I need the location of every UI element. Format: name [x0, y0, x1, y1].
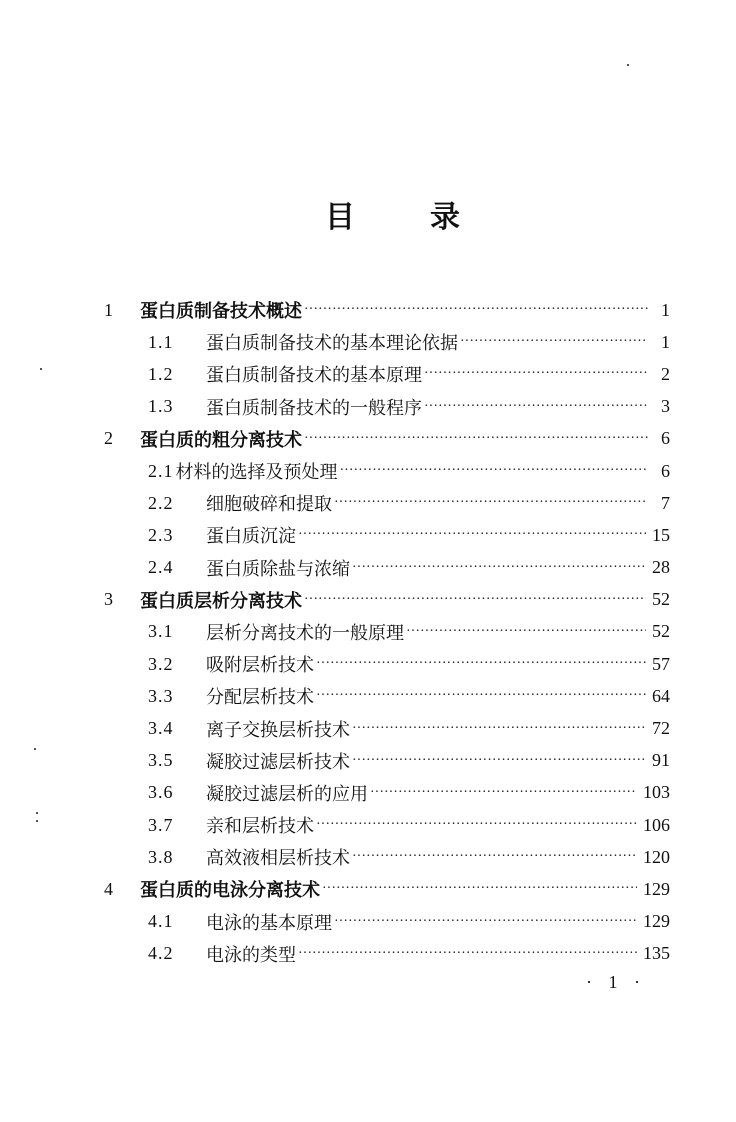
entry-number: 2.2 — [148, 492, 174, 513]
entry-title: 分配层析技术 — [206, 687, 314, 708]
entry-number: 3.8 — [148, 846, 174, 867]
entry-page: 72 — [652, 718, 670, 739]
entry-page: 57 — [652, 653, 670, 674]
entry-page: 52 — [652, 621, 670, 642]
dot-leader — [340, 462, 649, 480]
dot-leader — [352, 720, 646, 738]
table-of-contents — [104, 294, 670, 970]
entry-number: 2.1 — [148, 460, 174, 481]
entry-number: 1 — [104, 299, 113, 320]
entry-title: 高效液相层析技术 — [206, 848, 350, 869]
dot-leader — [424, 365, 648, 383]
dot-leader — [352, 752, 646, 770]
toc-section-entry[interactable] — [104, 326, 670, 358]
dot-leader — [322, 880, 637, 898]
entry-page: 2 — [661, 363, 670, 384]
entry-number: 3.5 — [148, 750, 174, 771]
dot-leader — [352, 848, 637, 866]
entry-page: 3 — [661, 396, 670, 417]
toc-section-entry[interactable] — [104, 358, 670, 390]
toc-chapter-entry[interactable] — [104, 873, 670, 905]
entry-page: 91 — [652, 750, 670, 771]
entry-title: 细胞破碎和提取 — [206, 494, 332, 515]
entry-page: 6 — [661, 460, 670, 481]
entry-number: 3.1 — [148, 621, 174, 642]
entry-number: 3.7 — [148, 814, 174, 835]
dot-leader — [316, 816, 637, 834]
toc-section-entry[interactable] — [104, 455, 670, 487]
toc-section-entry[interactable] — [104, 809, 670, 841]
dot-leader — [316, 687, 646, 705]
entry-number: 3.2 — [148, 653, 174, 674]
entry-title: 吸附层析技术 — [206, 655, 314, 676]
entry-page: 64 — [652, 685, 670, 706]
entry-title: 凝胶过滤层析技术 — [206, 751, 350, 772]
toc-section-entry[interactable] — [104, 906, 670, 938]
entry-title: 蛋白质制备技术的基本理论依据 — [206, 333, 458, 354]
title-char: 录 — [430, 201, 460, 234]
entry-number: 3.4 — [148, 718, 174, 739]
dot-leader — [304, 301, 648, 319]
scan-speck — [40, 368, 42, 370]
entry-number: 1.1 — [148, 331, 174, 352]
entry-title: 离子交换层析技术 — [206, 719, 350, 740]
entry-title: 蛋白质的粗分离技术 — [140, 429, 302, 450]
entry-page: 103 — [643, 782, 670, 803]
entry-number: 4 — [104, 878, 113, 899]
dot-leader — [304, 591, 646, 609]
toc-section-entry[interactable] — [104, 519, 670, 551]
entry-number: 3 — [104, 589, 113, 610]
entry-page: 129 — [643, 878, 670, 899]
entry-title: 蛋白质制备技术的基本原理 — [206, 365, 422, 386]
dot-leader — [298, 526, 646, 544]
page-title — [325, 192, 460, 236]
dot-leader — [406, 623, 646, 641]
toc-section-entry[interactable] — [104, 616, 670, 648]
scan-speck — [34, 748, 36, 750]
entry-number: 2.4 — [148, 557, 174, 578]
scan-speck — [36, 820, 38, 822]
dot-leader — [424, 398, 648, 416]
entry-number: 3.6 — [148, 782, 174, 803]
dot-leader — [304, 430, 648, 448]
entry-title: 蛋白质除盐与浓缩 — [206, 558, 350, 579]
entry-page: 28 — [652, 557, 670, 578]
dot-leader — [298, 945, 637, 963]
entry-number: 2 — [104, 428, 113, 449]
toc-chapter-entry[interactable] — [104, 584, 670, 616]
entry-title: 蛋白质制备技术的一般程序 — [206, 397, 422, 418]
scan-speck — [627, 64, 629, 66]
entry-number: 1.3 — [148, 396, 174, 417]
entry-title: 亲和层析技术 — [206, 816, 314, 837]
entry-page: 15 — [652, 524, 670, 545]
toc-section-entry[interactable] — [104, 777, 670, 809]
entry-title: 蛋白质层析分离技术 — [140, 590, 302, 611]
entry-title: 电泳的类型 — [206, 944, 296, 965]
entry-page: 1 — [661, 331, 670, 352]
entry-page: 129 — [643, 911, 670, 932]
entry-number: 3.3 — [148, 685, 174, 706]
toc-section-entry[interactable] — [104, 552, 670, 584]
entry-page: 120 — [643, 846, 670, 867]
entry-title: 电泳的基本原理 — [206, 912, 332, 933]
toc-section-entry[interactable] — [104, 841, 670, 873]
entry-title: 蛋白质制备技术概述 — [140, 301, 302, 322]
entry-number: 1.2 — [148, 363, 174, 384]
toc-section-entry[interactable] — [104, 745, 670, 777]
dot-leader — [460, 333, 648, 351]
title-char: 目 — [325, 201, 355, 234]
entry-title: 层析分离技术的一般原理 — [206, 622, 404, 643]
entry-page: 1 — [661, 299, 670, 320]
entry-page: 6 — [661, 428, 670, 449]
dot-leader — [334, 913, 637, 931]
dot-leader — [316, 655, 646, 673]
toc-section-entry[interactable] — [104, 487, 670, 519]
page-number-footer: · 1 · — [586, 972, 646, 992]
entry-page: 52 — [652, 589, 670, 610]
entry-number: 2.3 — [148, 524, 174, 545]
entry-title: 蛋白质沉淀 — [206, 526, 296, 547]
entry-number: 4.2 — [148, 943, 174, 964]
dot-leader — [370, 784, 637, 802]
entry-page: 135 — [643, 943, 670, 964]
entry-title: 材料的选择及预处理 — [175, 462, 338, 483]
toc-chapter-entry[interactable] — [104, 423, 670, 455]
dot-leader — [334, 494, 648, 512]
toc-section-entry[interactable] — [104, 680, 670, 712]
toc-section-entry[interactable] — [104, 391, 670, 423]
entry-title: 凝胶过滤层析的应用 — [206, 783, 368, 804]
toc-section-entry[interactable] — [104, 648, 670, 680]
dot-leader — [352, 559, 646, 577]
entry-number: 4.1 — [148, 911, 174, 932]
entry-title: 蛋白质的电泳分离技术 — [140, 880, 320, 901]
scan-speck — [36, 812, 38, 814]
entry-page: 7 — [661, 492, 670, 513]
toc-section-entry[interactable] — [104, 712, 670, 744]
entry-page: 106 — [643, 814, 670, 835]
toc-chapter-entry[interactable] — [104, 294, 670, 326]
toc-section-entry[interactable] — [104, 938, 670, 970]
